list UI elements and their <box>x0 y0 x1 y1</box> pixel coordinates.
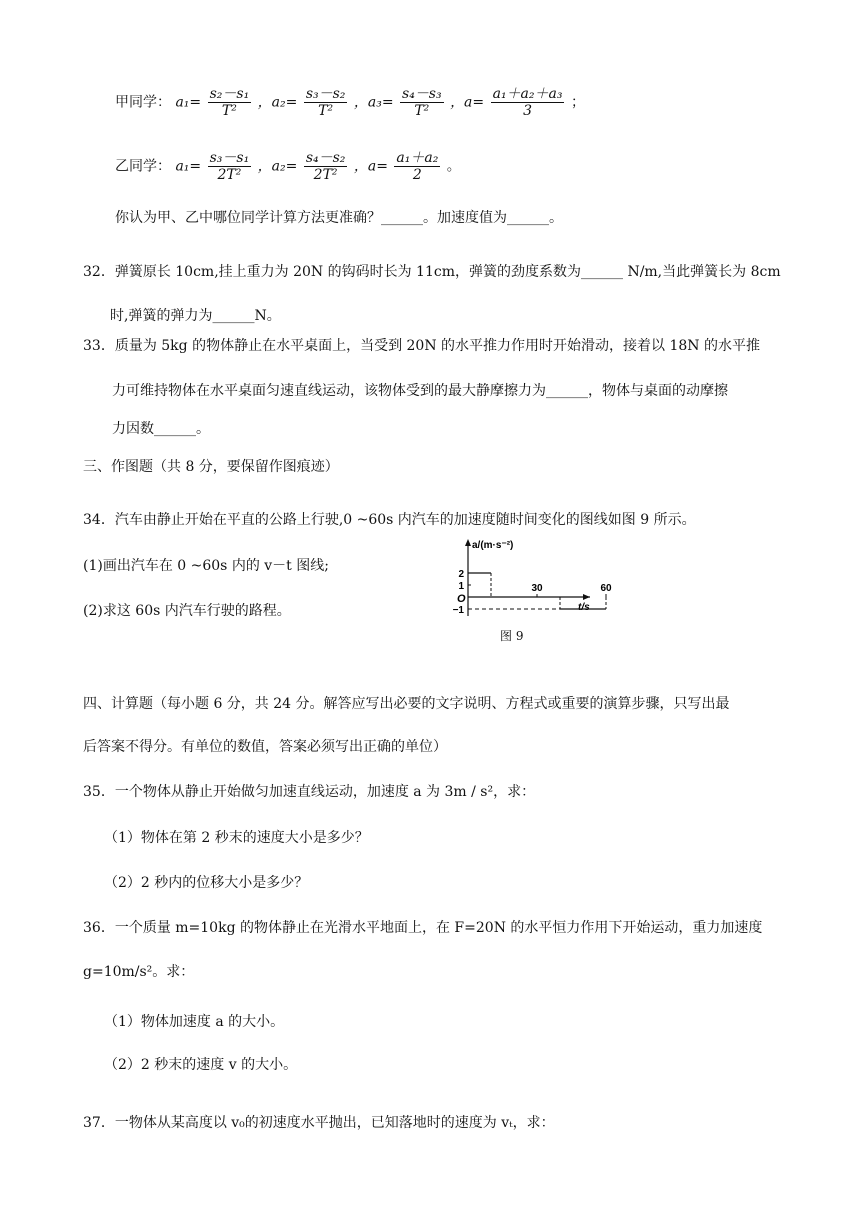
q36-sub1: （1）物体加速度 a 的大小。 <box>104 1014 285 1030</box>
b-lhs: ，a= <box>353 158 388 175</box>
a-denominator: 3 <box>523 103 532 119</box>
b1-lhs: a₁= <box>175 158 202 175</box>
a-numerator: a₁＋a₂＋a₃ <box>492 86 563 102</box>
jia-label: 甲同学： <box>115 94 171 111</box>
y-tick-label: −1 <box>452 605 464 616</box>
q33-line2: 力可维持物体在水平桌面匀速直线运动，该物体受到的最大静摩擦力为______，物体与桌面的动摩擦 <box>112 383 728 399</box>
section3-heading: 三、作图题（共 8 分，要保留作图痕迹） <box>83 459 339 475</box>
b-fraction <box>394 150 440 183</box>
b1-denominator: 2T² <box>217 167 242 183</box>
b2-numerator: s₄－s₂ <box>305 150 346 166</box>
q32-line2: 时,弹簧的弹力为______N。 <box>110 308 281 324</box>
b1-fraction <box>208 150 252 183</box>
a3-lhs: ，a₃= <box>353 94 394 111</box>
a-lhs: ，a= <box>450 94 485 111</box>
q33-line3: 力因数______。 <box>112 421 210 437</box>
a3-denominator: T² <box>414 103 430 119</box>
b2-denominator: 2T² <box>313 167 338 183</box>
q35-line1: 35．一个物体从静止开始做匀加速直线运动，加速度 a 为 3m / s²，求： <box>83 784 536 800</box>
section4-line1: 四、计算题（每小题 6 分，共 24 分。解答应写出必要的文字说明、方程式或重要的演算步骤，只写出最 <box>83 696 730 712</box>
section4-line2: 后答案不得分。有单位的数值，答案必须写出正确的单位） <box>83 739 447 755</box>
a1-numerator: s₂－s₁ <box>209 86 250 102</box>
x-tick-label: 30 <box>531 583 543 594</box>
y-axis-label: a/(m·s⁻²) <box>472 540 514 551</box>
figure-caption: 图 9 <box>500 629 524 643</box>
x-axis-arrow <box>583 594 590 600</box>
q35-sub2: （2）2 秒内的位移大小是多少？ <box>104 875 309 891</box>
q36-line2: g=10m/s²。求： <box>83 964 195 980</box>
a1-fraction <box>208 86 252 119</box>
yi-label: 乙同学： <box>115 158 171 175</box>
q34-sub1: (1)画出汽车在 0 ~60s 内的 v－t 图线; <box>83 558 329 574</box>
q37-line1: 37．一物体从某高度以 v₀的初速度水平抛出，已知落地时的速度为 vₜ，求： <box>83 1115 555 1131</box>
y-tick-label: 2 <box>458 569 464 580</box>
yi-end: 。 <box>446 158 461 175</box>
jia-end: ； <box>570 94 585 111</box>
a2-fraction <box>304 86 348 119</box>
y-tick-label: 1 <box>458 581 464 592</box>
b-numerator: a₁＋a₂ <box>396 150 439 166</box>
a-fraction <box>491 86 565 119</box>
a2-numerator: s₃－s₂ <box>305 86 346 102</box>
q35-sub1: （1）物体在第 2 秒末的速度大小是多少？ <box>104 830 369 846</box>
a1-lhs: a₁= <box>175 94 202 111</box>
y-axis-arrow <box>465 539 471 546</box>
q36-sub2: （2）2 秒末的速度 v 的大小。 <box>104 1057 298 1073</box>
jia-formula-line <box>115 86 585 119</box>
origin-label: O <box>457 593 466 605</box>
a2-denominator: T² <box>318 103 334 119</box>
b2-lhs: ，a₂= <box>257 158 298 175</box>
a3-fraction <box>400 86 444 119</box>
b1-numerator: s₃－s₁ <box>209 150 250 166</box>
x-axis-label: t/s <box>578 602 590 613</box>
x-tick-label: 60 <box>600 583 612 594</box>
a3-numerator: s₄－s₃ <box>402 86 442 102</box>
q36-line1: 36．一个质量 m=10kg 的物体静止在光滑水平地面上，在 F=20N 的水平恒力作用下开始运动，重力加速度 <box>83 920 763 936</box>
q34-sub2: (2)求这 60s 内汽车行驶的路程。 <box>83 603 291 619</box>
a2-lhs: ，a₂= <box>257 94 298 111</box>
q34-line1: 34．汽车由静止开始在平直的公路上行驶,0 ~60s 内汽车的加速度随时间变化的图线如图 9 所示。 <box>83 512 696 528</box>
b-denominator: 2 <box>412 167 422 183</box>
q33-line1: 33．质量为 5kg 的物体静止在水平桌面上，当受到 20N 的水平推力作用时开始滑动，接着以 18N 的水平推 <box>83 338 760 354</box>
q32-line1: 32．弹簧原长 10cm,挂上重力为 20N 的钩码时长为 11cm，弹簧的劲度系数为______ N/m,当此弹簧长为 8cm <box>83 264 781 280</box>
a1-denominator: T² <box>221 103 237 119</box>
yi-formula-line <box>115 150 461 183</box>
b2-fraction <box>304 150 348 183</box>
q31-question: 你认为甲、乙中哪位同学计算方法更准确？______。加速度值为______。 <box>115 210 563 226</box>
